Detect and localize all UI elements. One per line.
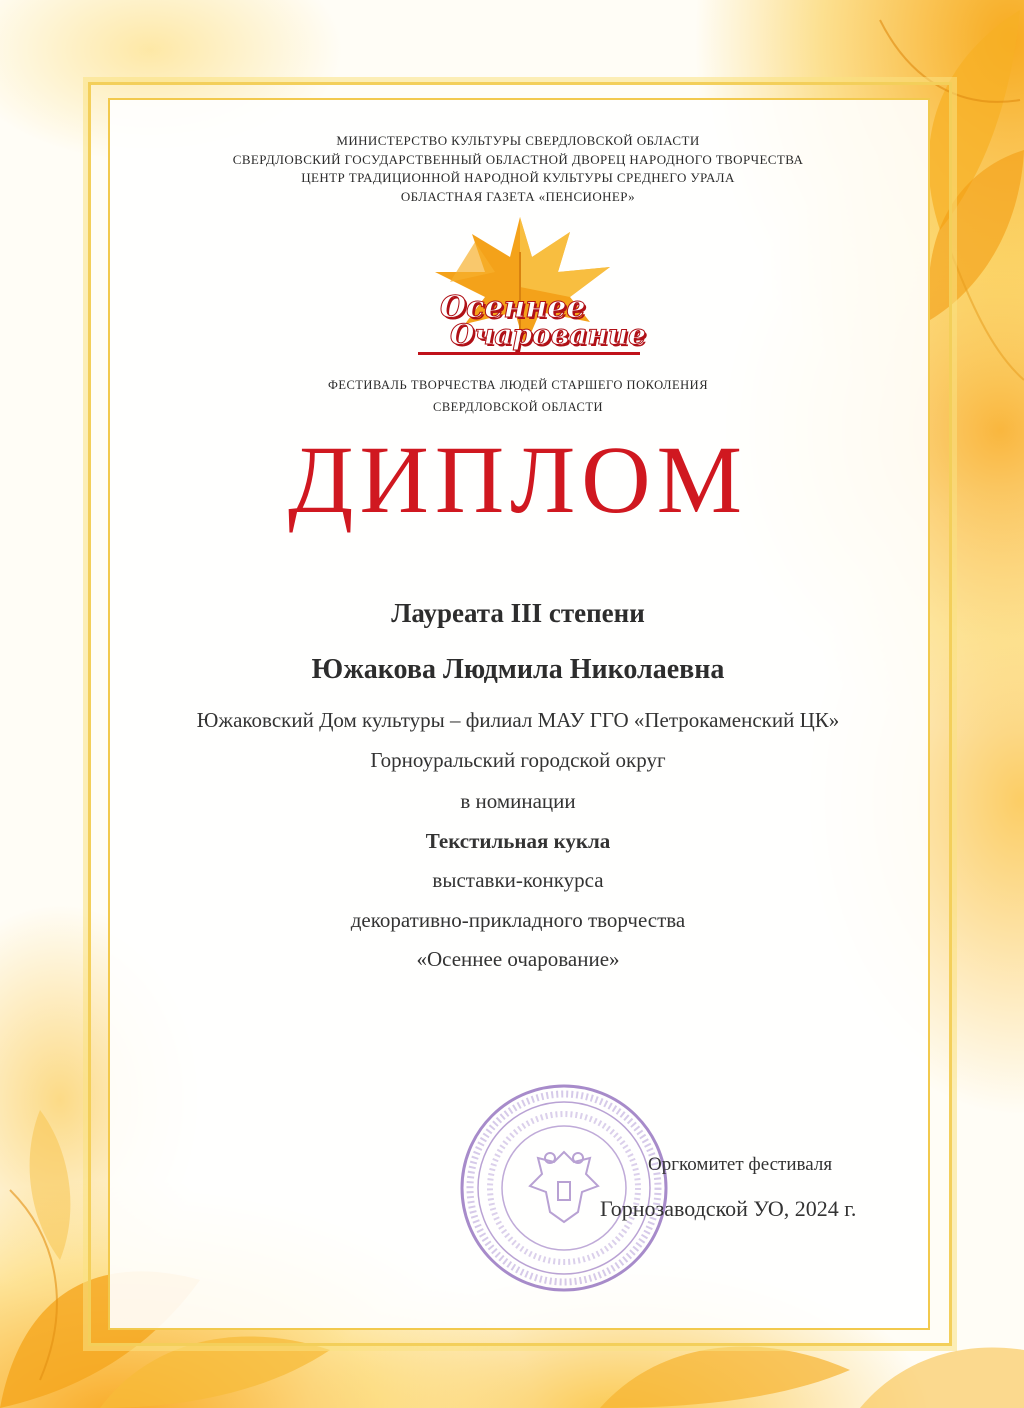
org-line-3: ЦЕНТР ТРАДИЦИОННОЙ НАРОДНОЙ КУЛЬТУРЫ СРЕДНЕГО УРАЛА [301,170,735,185]
contest-line-2: декоративно-прикладного творчества [350,908,686,932]
diploma-title: ДИПЛОМ [288,426,748,533]
festival-logo [410,212,650,362]
award-degree: Лауреата III степени [391,598,645,628]
festival-line-1: ФЕСТИВАЛЬ ТВОРЧЕСТВА ЛЮДЕЙ СТАРШЕГО ПОКОЛЕНИЯ [327,378,709,392]
recipient-name: Южакова Людмила Николаевна [311,654,725,685]
org-line-4: ОБЛАСТНАЯ ГАЗЕТА «ПЕНСИОНЕР» [400,188,636,204]
org-line-2: СВЕРДЛОВСКИЙ ГОСУДАРСТВЕННЫЙ ОБЛАСТНОЙ ДВОРЕЦ НАРОДНОГО ТВОРЧЕСТВА [232,151,804,167]
festival-line-2: СВЕРДЛОВСКОЙ ОБЛАСТИ [432,400,603,414]
logo-underline [418,352,640,355]
recipient-organization: Южаковский Дом культуры – филиал МАУ ГГО «Петрокаменский ЦК» [196,708,840,732]
nomination-intro: в номинации [460,789,576,813]
contest-line-1: выставки-конкурса [432,868,604,892]
organizing-committee-label: Оргкомитет фестиваля [648,1154,833,1175]
official-seal-stamp [458,1082,670,1294]
org-line-1: МИНИСТЕРСТВО КУЛЬТУРЫ СВЕРДЛОВСКОЙ ОБЛАСТИ [336,133,700,148]
contest-name: «Осеннее очарование» [416,947,620,971]
festival-name [108,374,928,418]
nomination-title: Текстильная кукла [425,829,611,853]
place-year-label: Горнозаводской УО, 2024 г. [600,1196,857,1221]
recipient-district: Горноуральский городской округ [370,748,666,772]
logo-word-1: Осеннее [440,290,586,325]
logo-word-2: Очарование [450,318,646,351]
organizers-block [108,132,928,206]
